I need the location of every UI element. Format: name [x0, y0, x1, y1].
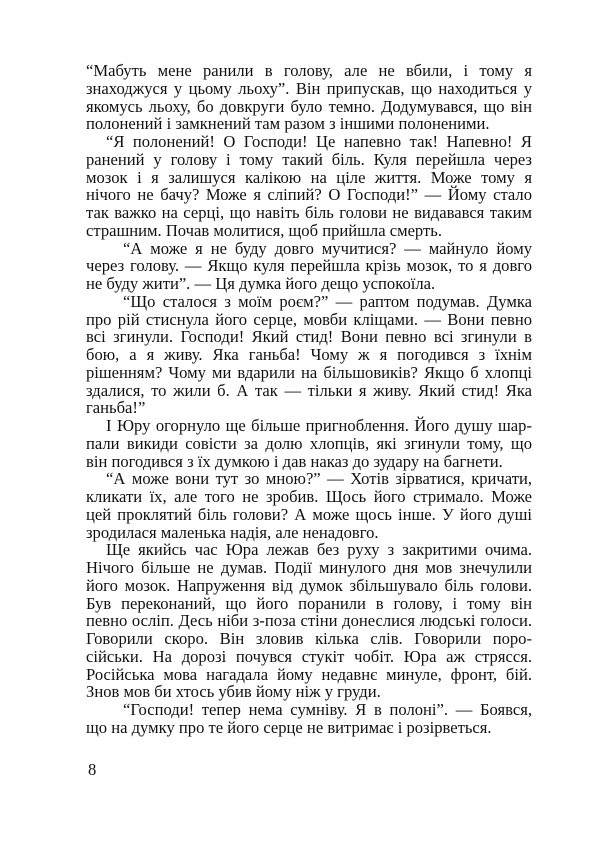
text-line: Був переконаний, що його поранили в голову, і тому він [86, 593, 532, 613]
text-line: ганьба!” [86, 398, 146, 418]
text-line: так важко на серці, що навіть біль голови не видавався таким [86, 203, 532, 222]
text-line: певно осліп. Десь ніби з-поза стіни донеслися людські голоси. [86, 611, 532, 631]
text-line: про рій стиснула його серце, мовби кліщами. — Вони певно [86, 309, 532, 329]
text-line: що на думку про те його серце не витримає і розірветься. [86, 717, 492, 737]
text-line: кликати їх, але того не зробив. Щось його стримало. Може [86, 487, 532, 506]
paragraph [86, 470, 532, 541]
page-body [86, 62, 532, 737]
text-line: рішенням? Чому ми вдарили на більшовиків? Якщо б хлопці [86, 362, 532, 382]
text-line: пали викиди совісти за долю хлопців, які згинули тому, що [86, 433, 532, 453]
text-line: сійськи. На дорозі почувся стукіт чобіт. Юра аж стрясся. [86, 646, 532, 666]
text-line: полонений і замкнений там разом з іншими полоненими. [86, 114, 490, 134]
paragraph [86, 417, 532, 470]
paragraph [86, 293, 532, 417]
text-line: “А може вони тут зо мною?” — Хотів зірватися, кричати, [106, 469, 532, 489]
page-number: 8 [88, 760, 97, 779]
text-line: Російська мова нагадала йому недавнє минуле, фронт, бій. [86, 664, 532, 684]
paragraph [86, 541, 532, 701]
text-line: страшним. Почав молитися, щоб прийшла смерть. [86, 220, 442, 240]
text-line: нічого не бачу? Може я сліпий? О Господи!” — Йому стало [86, 185, 532, 205]
text-line: Ще якийсь час Юра лежав без руху з закритими очима. [106, 540, 532, 560]
text-line: зродилася маленька надія, але ненадовго. [86, 522, 379, 542]
text-line: через голову. — Якщо куля перейшла крізь мозок, то я довго [86, 256, 532, 276]
paragraph [86, 240, 532, 293]
text-line: “А може я не буду довго мучитися? — майнуло йому [123, 238, 532, 258]
text-line: якомусь льоху, бо довкруги було темно. Додумувався, що він [86, 96, 532, 116]
text-line: мозок і я залишуся калікою на ціле життя. Може тому я [86, 167, 532, 187]
text-line: Знов мов би хтось убив йому ніж у груди. [86, 682, 381, 702]
text-line: “Що сталося з моїм роєм?” — раптом подумав. Думка [123, 291, 532, 311]
text-line: він погодився з їх думкою і дав наказ до зудару на багнети. [86, 451, 503, 471]
paragraph [86, 701, 532, 737]
text-line: “Я полонений! О Господи! Це напевно так! Напевно! Я [106, 132, 532, 151]
text-line: бою, а я живу. Яка ганьба! Чому ж я погодився з їхнім [86, 345, 532, 364]
text-line: знаходжуся у цьому льоху”. Він припускав, що находиться у [86, 78, 532, 98]
paragraph [86, 133, 532, 240]
text-line: Говорили скоро. Він зловив кілька слів. Говорили поро- [86, 629, 532, 648]
text-line: здалися, то жили б. А так — тільки я живу. Який стид! Яка [86, 380, 532, 400]
text-line: “Мабуть мене ранили в голову, але не вбили, і тому я [86, 61, 532, 80]
text-line: Нічого більше не думав. Події минулого дня мов знечулили [86, 558, 532, 577]
text-line: ранений у голову і тому такий біль. Куля перейшла через [86, 149, 532, 169]
paragraph [86, 62, 532, 133]
text-line: всі згинули. Господи! Який стид! Вони певно всі згинули в [86, 327, 532, 347]
text-line: не буду жити”. — Ця думка його дещо успокоїла. [86, 274, 436, 293]
text-line: І Юру огорнуло ще більше пригноблення. Його душу шар- [106, 416, 532, 435]
text-line: “Господи! тепер нема сумніву. Я в полоні”. — Боявся, [123, 700, 532, 719]
text-line: цей проклятий біль голови? А може щось інше. У його душі [86, 504, 532, 524]
text-line: його мозок. Напруження від думок збільшувало біль голови. [86, 575, 532, 595]
